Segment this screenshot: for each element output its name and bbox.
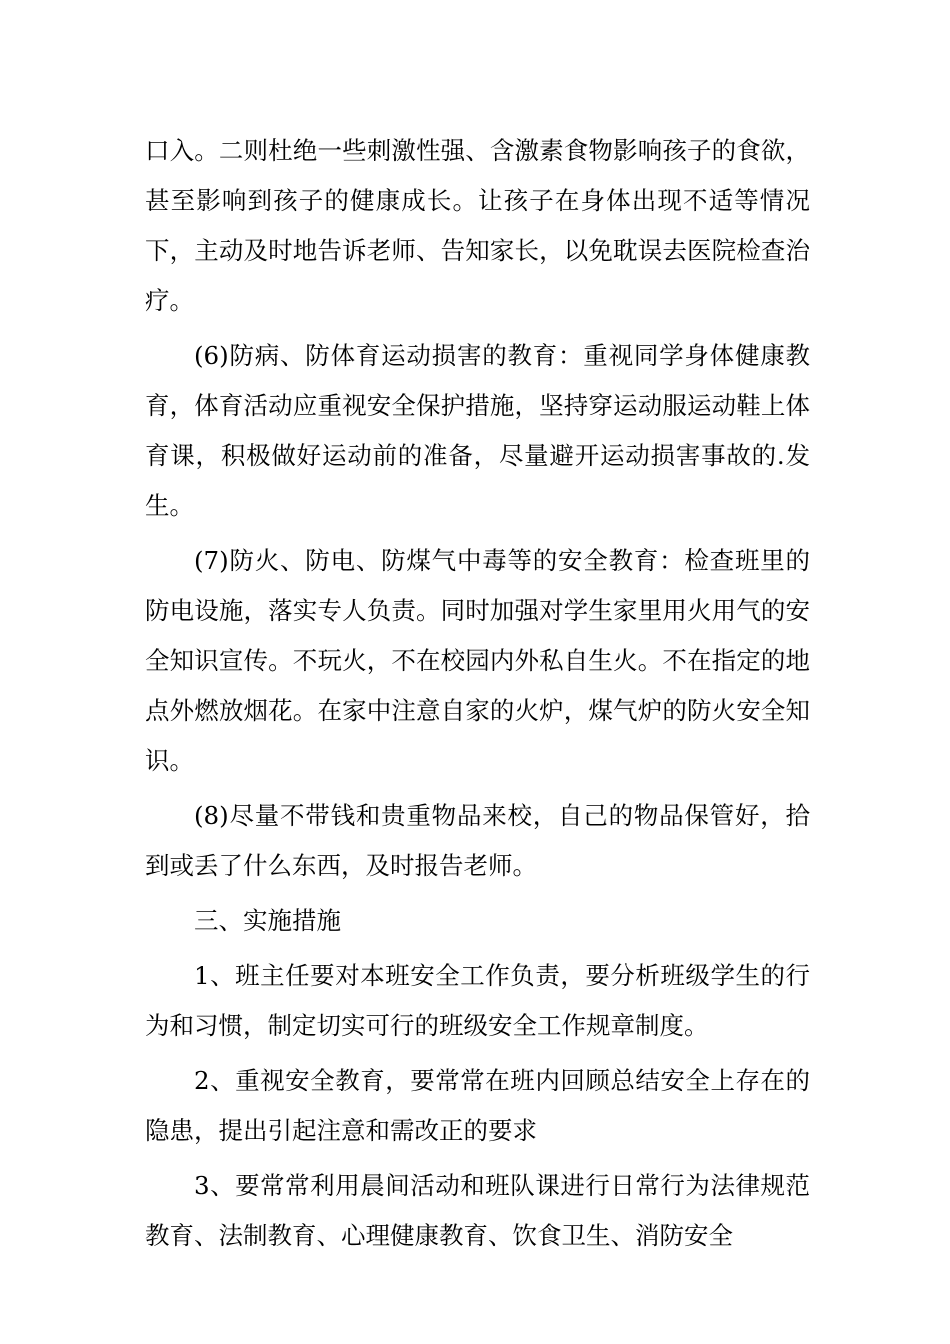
paragraph-measure-1: 1、班主任要对本班安全工作负责，要分析班级学生的行为和习惯，制定切实可行的班级安全工作规章制度。 <box>145 961 810 1040</box>
paragraph-measure-3: 3、要常常利用晨间活动和班队课进行日常行为法律规范教育、法制教育、心理健康教育、饮食卫生、消防安全 <box>145 1171 810 1250</box>
paragraph-item-8: (8)尽量不带钱和贵重物品来校，自己的物品保管好，拾到或丢了什么东西，及时报告老师。 <box>145 801 810 880</box>
paragraph-item-6: (6)防病、防体育运动损害的教育：重视同学身体健康教育，体育活动应重视安全保护措施，坚持穿运动服运动鞋上体育课，积极做好运动前的准备，尽量避开运动损害事故的.发生。 <box>145 341 810 520</box>
paragraph-item-7: (7)防火、防电、防煤气中毒等的安全教育：检查班里的防电设施，落实专人负责。同时加强对学生家里用火用气的安全知识宣传。不玩火，不在校园内外私自生火。不在指定的地点外燃放烟花。在家中注意自家的火炉，煤气炉的防火安全知识。 <box>145 546 810 775</box>
paragraph-continuation: 口入。二则杜绝一些刺激性强、含激素食物影响孩子的食欲，甚至影响到孩子的健康成长。让孩子在身体出现不适等情况下，主动及时地告诉老师、告知家长，以免耽误去医院检查治疗。 <box>145 136 810 315</box>
section-heading-measures: 三、实施措施 <box>194 906 341 935</box>
paragraph-measure-2: 2、重视安全教育，要常常在班内回顾总结安全上存在的隐患，提出引起注意和需改正的要求 <box>145 1066 810 1145</box>
document-body <box>145 126 810 1266</box>
